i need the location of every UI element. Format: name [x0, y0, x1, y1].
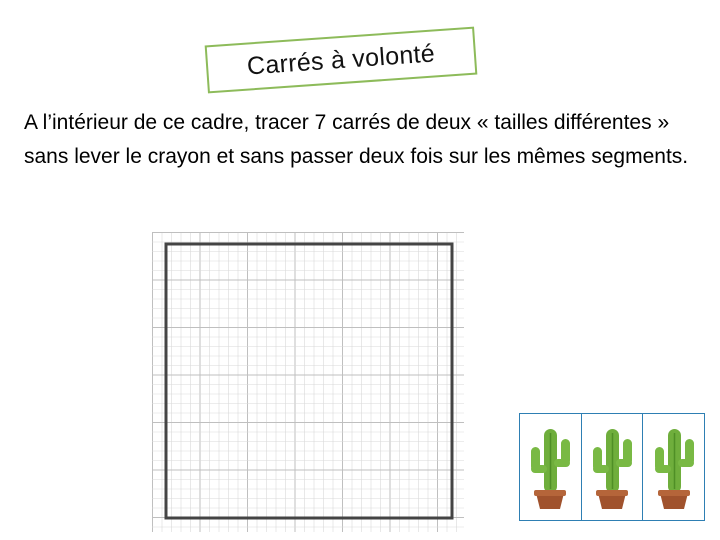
cactus-cell	[520, 414, 582, 520]
cactus-icon	[584, 419, 640, 515]
instructions-text: A l’intérieur de ce cadre, tracer 7 carrés de deux « tailles différentes » sans lever le crayon et sans passer deux fois sur les mêmes segments.	[24, 111, 689, 168]
cactus-cell	[643, 414, 704, 520]
page-title: Carrés à volonté	[246, 38, 436, 81]
cactus-icon	[646, 419, 702, 515]
cactus-panel	[519, 413, 705, 521]
cactus-cell	[582, 414, 644, 520]
title-box	[205, 27, 478, 94]
grid-svg	[152, 232, 464, 532]
grid-lines	[152, 232, 464, 532]
drawing-grid[interactable]	[152, 232, 464, 537]
cactus-icon	[522, 419, 578, 515]
